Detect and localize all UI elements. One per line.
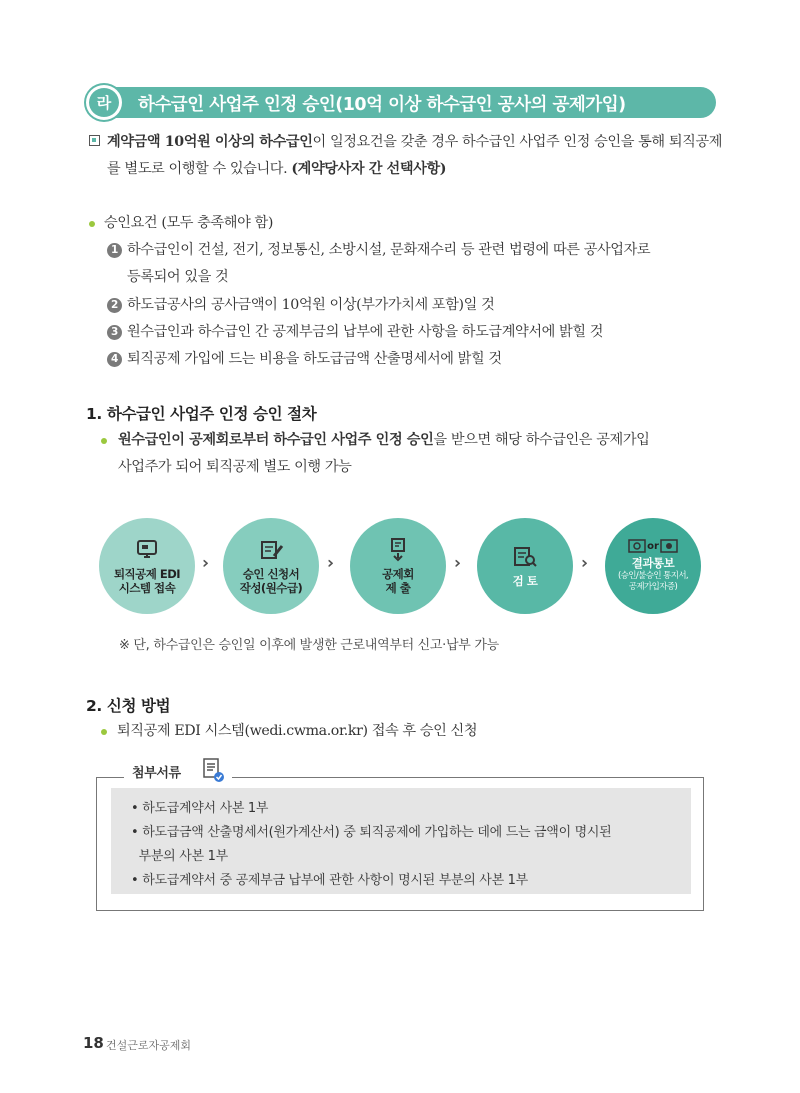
procedure-text-line2: 사업주가 되어 퇴직공제 별도 이행 가능 xyxy=(118,459,352,475)
requirement-item-2 xyxy=(107,294,494,314)
requirement-text: 하도급공사의 공사금액이 10억원 이상(부가가치세 포함)일 것 xyxy=(127,297,495,313)
procedure-bold: 원수급인이 공제회로부터 하수급인 사업주 인정 승인 xyxy=(118,432,434,448)
bullet-dot xyxy=(89,221,95,227)
write-document-icon xyxy=(257,538,285,562)
attachment-item: • 하도급금액 산출명세서(원가계산서) 중 퇴직공제에 가입하는 데에 드는 금액이 명시된 xyxy=(131,825,612,840)
monitor-icon xyxy=(133,538,161,562)
requirement-item-4 xyxy=(107,348,502,368)
page-number: 18 xyxy=(83,1034,104,1052)
section-badge: 라 xyxy=(86,85,122,120)
chevron-right-icon: ››› xyxy=(327,553,329,572)
reject-doc-icon xyxy=(660,539,678,553)
step-label: 결과통보 xyxy=(631,556,675,570)
bullet-dot xyxy=(101,729,107,735)
number-2-icon: 2 xyxy=(107,298,122,313)
step-label: 퇴직공제 EDI 시스템 접속 xyxy=(113,566,181,595)
step-write-application xyxy=(223,518,319,614)
requirement-item-1-cont: 등록되어 있을 것 xyxy=(127,269,229,285)
attachment-item: • 하도급계약서 사본 1부 xyxy=(131,801,269,816)
number-4-icon: 4 xyxy=(107,352,122,367)
step-label: 검 토 xyxy=(512,573,538,588)
chevron-right-icon: ››› xyxy=(581,553,583,572)
bullet-dot xyxy=(101,438,107,444)
attachment-item: • 하도급계약서 중 공제부금 납부에 관한 사항이 명시된 부분의 사본 1부 xyxy=(131,873,528,888)
step-review xyxy=(477,518,573,614)
attachments-title: 첨부서류 xyxy=(132,766,181,781)
requirements-heading: 승인요건 (모두 충족해야 함) xyxy=(104,215,273,231)
section-title: 하수급인 사업주 인정 승인(10억 이상 하수급인 공사의 공제가입) xyxy=(138,95,626,115)
chevron-right-icon: ››› xyxy=(454,553,456,572)
review-icon xyxy=(511,545,539,569)
attachment-item-cont: 부분의 사본 1부 xyxy=(131,849,228,864)
intro-bold-note: (계약당사자 간 선택사항) xyxy=(291,161,447,177)
number-3-icon: 3 xyxy=(107,325,122,340)
step-label: 공제회 제 출 xyxy=(382,566,414,595)
requirement-text: 원수급인과 하수급인 간 공제부금의 납부에 관한 사항을 하도급계약서에 밝힐 것 xyxy=(127,324,604,340)
footer-org: 건설근로자공제회 xyxy=(106,1039,192,1052)
step-edi-access xyxy=(99,518,195,614)
step-result-notice xyxy=(605,518,701,614)
document-check-icon xyxy=(202,757,226,783)
approve-doc-icon xyxy=(628,539,646,553)
requirement-item-3 xyxy=(107,321,603,341)
step-submit xyxy=(350,518,446,614)
or-text: or xyxy=(647,540,659,552)
note-square-icon xyxy=(89,135,100,146)
procedure-text: 을 받으면 해당 하수급인은 공제가입 xyxy=(433,432,650,448)
application-heading: 2. 신청 방법 xyxy=(86,697,171,715)
procedure-remark: ※ 단, 하수급인은 승인일 이후에 발생한 근로내역부터 신고·납부 가능 xyxy=(119,638,499,653)
approve-or-reject-icon xyxy=(628,539,678,553)
intro-text: 이 일정요건을 갖춘 경우 하수급인 사업주 인정 승인을 통해 퇴직공제를 별도로 이행할 수 있습니다. xyxy=(107,134,723,177)
intro-paragraph xyxy=(107,129,727,183)
procedure-text-line1 xyxy=(118,429,649,449)
application-text: 퇴직공제 EDI 시스템(wedi.cwma.or.kr) 접속 후 승인 신청 xyxy=(117,723,478,739)
requirement-item-1 xyxy=(107,239,650,259)
requirement-text: 하수급인이 건설, 전기, 정보통신, 소방시설, 문화재수리 등 관련 법령에 따른 공사업자로 xyxy=(127,242,651,258)
submit-document-icon xyxy=(384,538,412,562)
intro-bold-amount: 계약금액 10억원 이상의 하수급인 xyxy=(107,134,313,150)
number-1-icon: 1 xyxy=(107,243,122,258)
step-label: 승인 신청서 작성(원수급) xyxy=(239,566,303,595)
procedure-heading: 1. 하수급인 사업주 인정 승인 절차 xyxy=(86,405,317,423)
requirement-text: 퇴직공제 가입에 드는 비용을 하도급금액 산출명세서에 밝힐 것 xyxy=(127,351,502,367)
step-sub-label: (승인/불승인 통지서, 공제가입자증) xyxy=(617,571,689,592)
chevron-right-icon: ››› xyxy=(202,553,204,572)
